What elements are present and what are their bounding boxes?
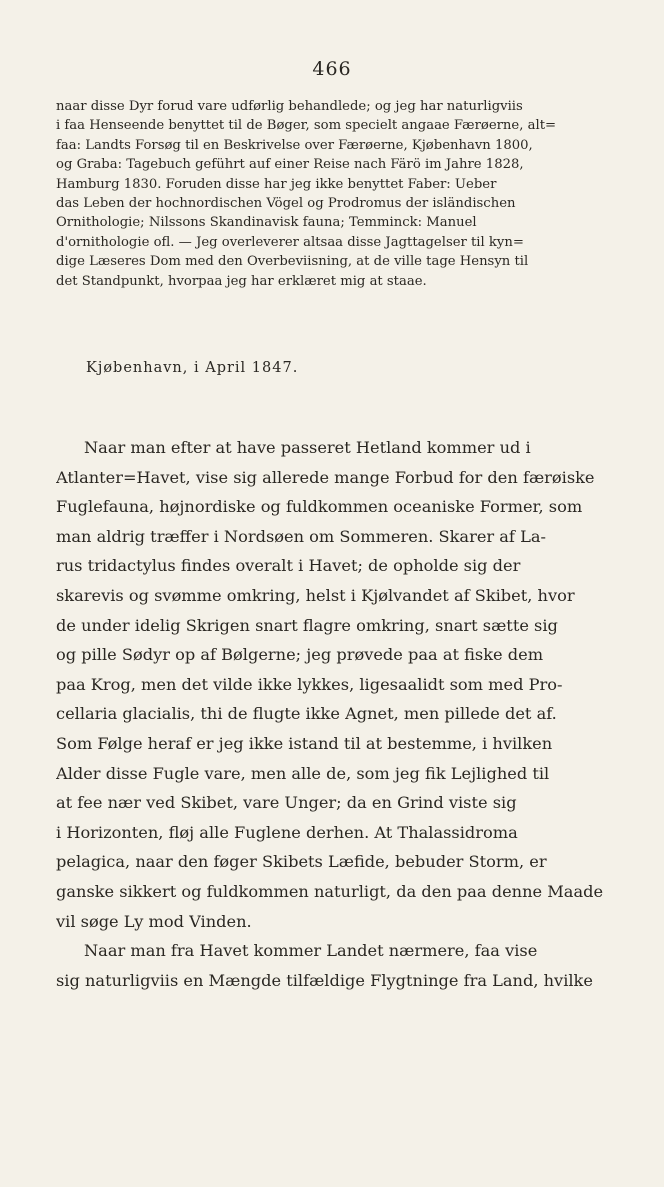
text-line: skarevis og svømme omkring, helst i Kjølvandet af Skibet, hvor (56, 585, 575, 605)
text-line: Atlanter=Havet, vise sig allerede mange Forbud for den færøiske (56, 467, 595, 487)
text-line: Som Følge heraf er jeg ikke istand til at bestemme, i hvilken (56, 733, 553, 753)
text-line: faa: Landts Forsøg til en Beskrivelse over Færøerne, Kjøbenhavn 1800, (56, 137, 533, 153)
text-line: Fuglefauna, højnordiske og fuldkommen oceaniske Former, som (56, 497, 583, 517)
text-line: det Standpunkt, hvorpaa jeg har erklæret mig at staae. (56, 273, 427, 289)
place-date-signature: Kjøbenhavn, i April 1847. (86, 360, 299, 376)
text-line: Hamburg 1830. Foruden disse har jeg ikke benyttet Faber: Ueber (56, 176, 497, 192)
text-line: Naar man efter at have passeret Hetland kommer ud i (84, 438, 531, 457)
preface-paragraph (56, 97, 624, 291)
text-line: naar disse Dyr forud vare udførlig behandlede; og jeg har naturligviis (56, 99, 523, 114)
text-line: at fee nær ved Skibet, vare Unger; da en Grind viste sig (56, 793, 517, 813)
text-line: pelagica, naar den føger Skibets Læfide, bebuder Storm, er (56, 852, 547, 872)
text-line: das Leben der hochnordischen Vögel og Prodromus der isländischen (56, 196, 516, 212)
text-line: paa Krog, men det vilde ikke lykkes, ligesaalidt som med Pro- (56, 674, 563, 694)
text-line: ganske sikkert og fuldkommen naturligt, da den paa denne Maade (56, 881, 604, 901)
text-line: Naar man fra Havet kommer Landet nærmere, faa vise (84, 941, 538, 961)
text-line: dige Læseres Dom med den Overbeviisning, at de ville tage Hensyn til (56, 254, 529, 270)
text-line: og pille Sødyr op af Bølgerne; jeg prøvede paa at fiske dem (56, 645, 544, 665)
page-number: 466 (312, 58, 352, 80)
main-paragraphs (56, 433, 636, 995)
text-line: man aldrig træffer i Nordsøen om Sommeren. Skarer af La- (56, 526, 546, 546)
text-line: Alder disse Fugle vare, men alle de, som jeg fik Lejlighed til (56, 763, 550, 783)
text-line: cellaria glacialis, thi de flugte ikke Agnet, men pillede det af. (56, 704, 557, 724)
text-line: rus tridactylus findes overalt i Havet; de opholde sig der (56, 556, 521, 576)
text-line: og Graba: Tagebuch geführt auf einer Reise nach Färö im Jahre 1828, (56, 157, 524, 173)
text-line: i faa Henseende benyttet til de Bøger, som specielt angaae Færøerne, alt= (56, 118, 557, 134)
text-line: i Horizonten, fløj alle Fuglene derhen. At Thalassidroma (56, 822, 518, 842)
text-line: de under idelig Skrigen snart flagre omkring, snart sætte sig (56, 615, 558, 635)
text-line: d'ornithologie ofl. — Jeg overleverer altsaa disse Jagttagelser til kyn= (56, 234, 524, 250)
text-line: vil søge Ly mod Vinden. (56, 911, 252, 931)
text-line: sig naturligviis en Mængde tilfældige Flygtninge fra Land, hvilke (56, 970, 593, 990)
text-line: Ornithologie; Nilssons Skandinavisk fauna; Temminck: Manuel (56, 215, 477, 231)
